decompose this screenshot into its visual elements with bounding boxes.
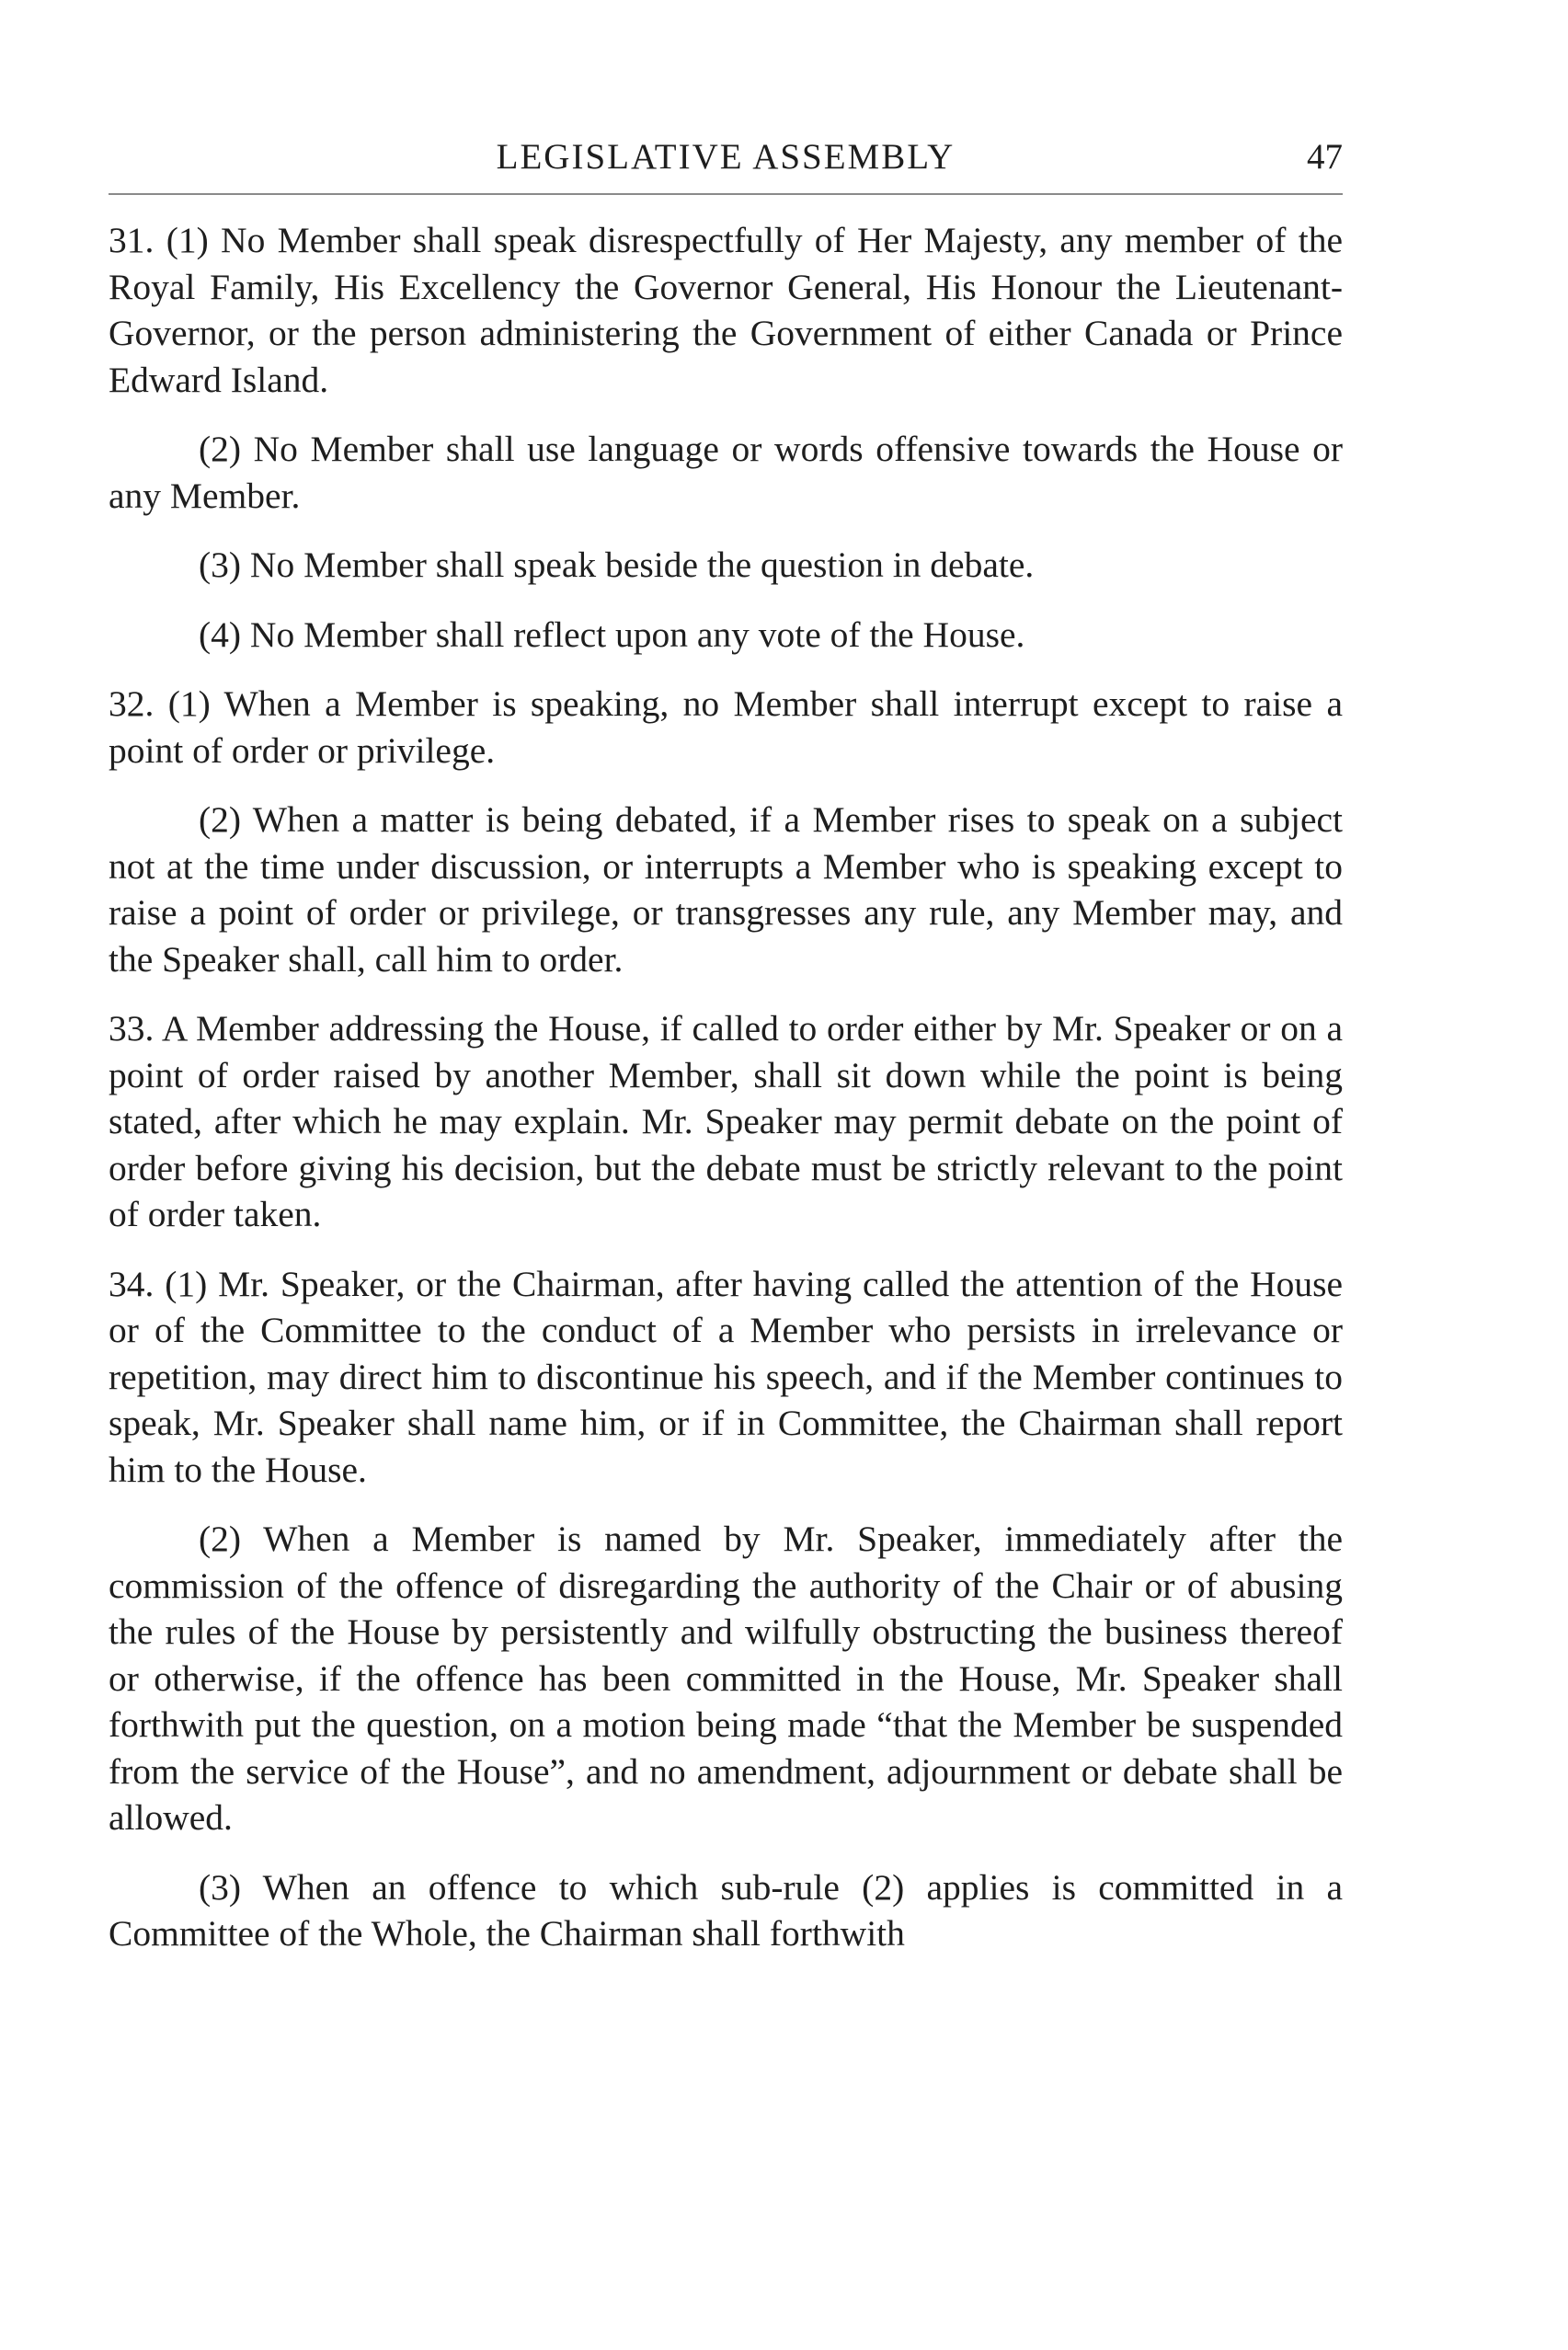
rule-34-1: 34. (1) Mr. Speaker, or the Chairman, after having called the attention of the House or of the Committee to the conduct of a Member who persists in irrelevance or repetition, may direct him to discontinue his speech, and if the Member continues to speak, Mr. Speaker shall name him, or if in Committee, the Chairman shall report him to the House. — [109, 1263, 1343, 1490]
running-header — [109, 110, 1343, 193]
rule-33: 33. A Member addressing the House, if called to order either by Mr. Speaker or on a point of order raised by another Member, shall sit down while the point is being stated, after which he may explain. Mr. Speaker may permit debate on the point of order before giving his decision, but the debate must be strictly relevant to the point of order taken. — [109, 1008, 1343, 1234]
document-page — [109, 110, 1343, 1980]
rule-34-2: (2) When a Member is named by Mr. Speaker, immediately after the commission of the offence of disregarding the authority of the Chair or of abusing the rules of the House by persistently and wilfully obstructing the business thereof or otherwise, if the offence has been committed in the House, Mr. Speaker shall forthwith put the question, on a motion being made “that the Member be suspended from the service of the House”, and no amendment, adjournment or debate shall be allowed. — [109, 1519, 1343, 1838]
header-rule — [109, 193, 1343, 195]
rule-32-1: 32. (1) When a Member is speaking, no Member shall interrupt except to raise a point of order or privilege. — [109, 683, 1343, 771]
page-number: 47 — [1307, 137, 1343, 177]
rule-31-4: (4) No Member shall reflect upon any vote of the House. — [199, 613, 1025, 655]
body-text — [109, 217, 1343, 1957]
rule-34-3: (3) When an offence to which sub-rule (2) applies is committed in a Committee of the Whole, the Chairman shall forthwith — [109, 1866, 1343, 1954]
running-title: LEGISLATIVE ASSEMBLY — [496, 137, 956, 177]
rule-31-1: 31. (1) No Member shall speak disrespectfully of Her Majesty, any member of the Royal Family, His Excellency the Governor General, His Honour the Lieutenant-Governor, or the person administering the Government of either Canada or Prince Edward Island. — [109, 220, 1343, 400]
rule-31-3: (3) No Member shall speak beside the question in debate. — [199, 545, 1035, 585]
rule-31-2: (2) No Member shall use language or words offensive towards the House or any Member. — [109, 429, 1343, 516]
rule-32-2: (2) When a matter is being debated, if a Member rises to speak on a subject not at the time under discussion, or interrupts a Member who is speaking except to raise a point of order or privilege, or transgresses any rule, any Member may, and the Speaker shall, call him to order. — [109, 799, 1343, 980]
